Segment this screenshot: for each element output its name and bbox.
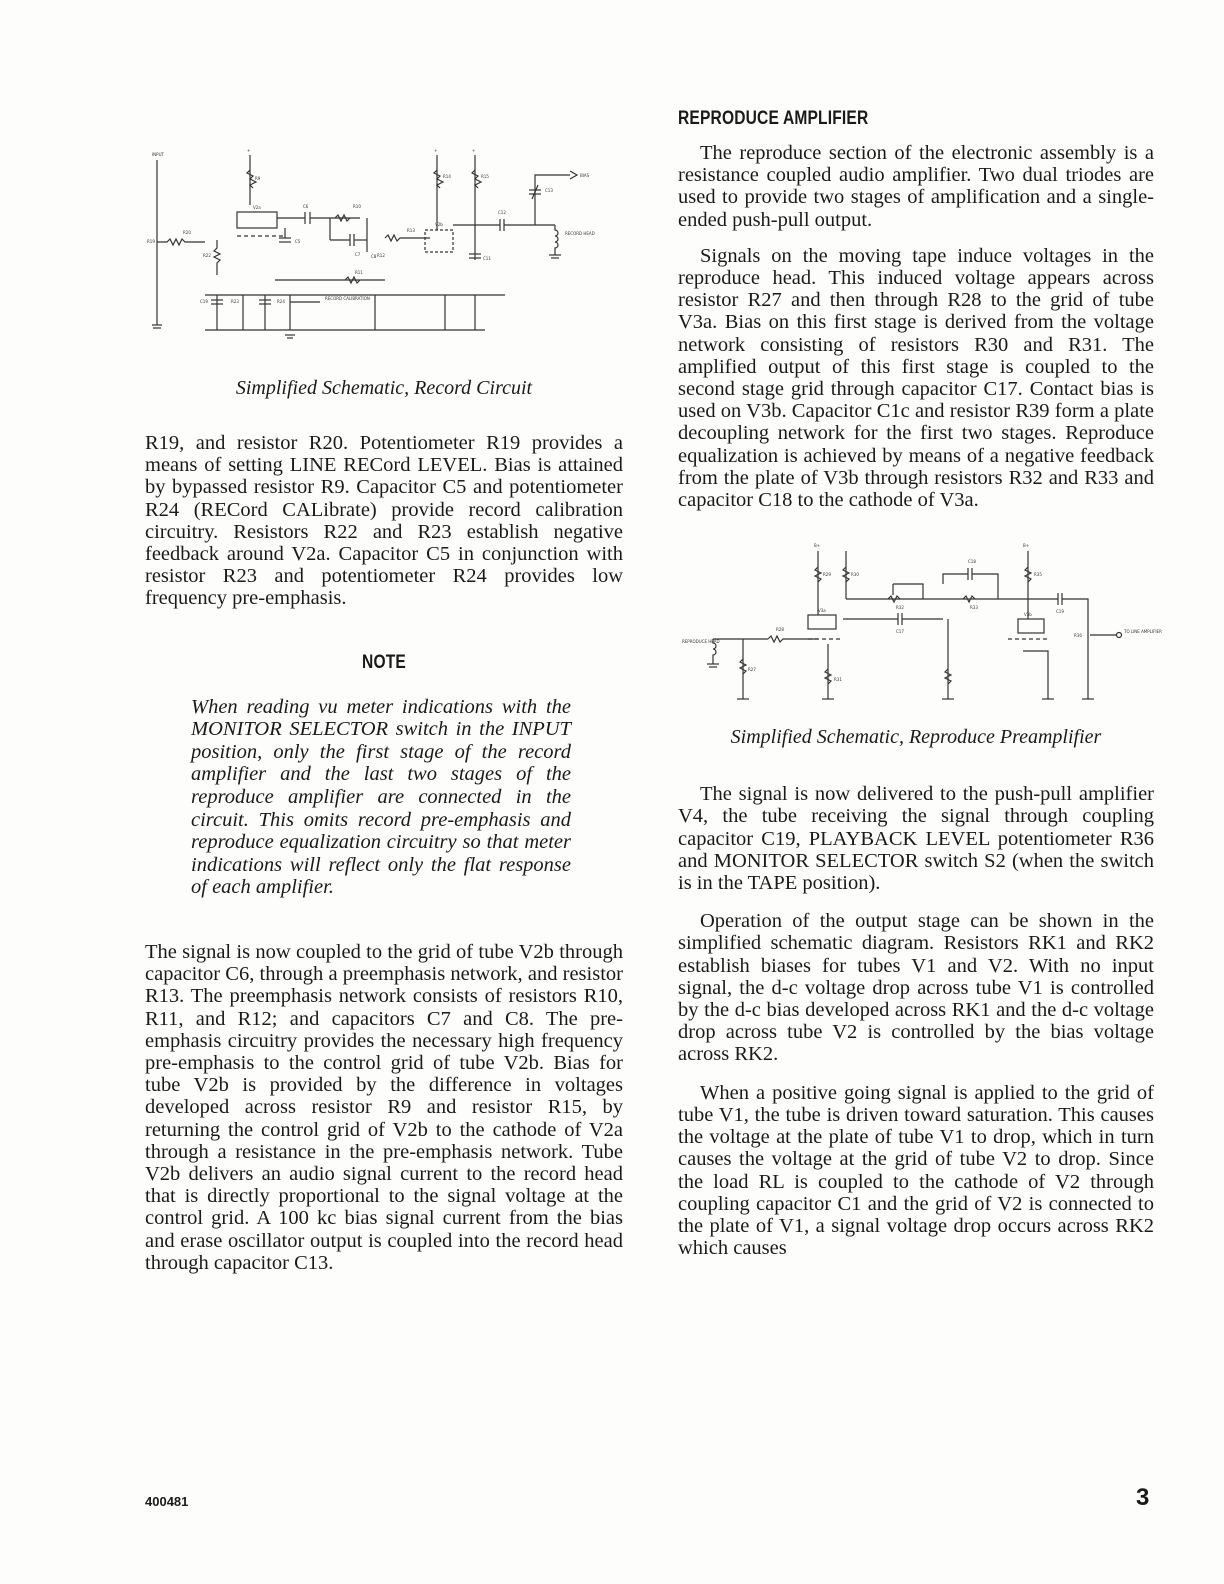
label-input: INPUT xyxy=(152,152,164,157)
right-paragraph-4: Operation of the output stage can be shown in the simplified schematic diagram. Resistors RK1 and RK2 establish biases for tubes V1 and V2. With no input signal, the d-c voltage drop across tube V1 is controlled by the d-c bias developed across RK1 and the d-c voltage drop across tube V2 is controlled by the bias voltage across RK2. xyxy=(678,910,1154,1066)
label-c8: C8 xyxy=(371,254,377,259)
left-column xyxy=(145,130,623,1274)
label-bplus-2: B+ xyxy=(1023,543,1030,549)
label-to-line-amplifier: TO LINE AMPLIFIER xyxy=(1124,629,1162,635)
label-r36: R36 xyxy=(1074,633,1082,639)
label-c12: C12 xyxy=(498,210,506,215)
label-bias: BIAS xyxy=(580,173,590,178)
label-v2a: V2a xyxy=(253,205,261,210)
reproduce-preamplifier-schematic xyxy=(678,539,1162,704)
label-c18: C18 xyxy=(968,559,976,565)
label-r22: R22 xyxy=(203,253,211,258)
label-c19: C19 xyxy=(200,299,208,304)
label-record-calibration: RECORD CALIBRATION xyxy=(325,296,370,301)
label-v2b: V2b xyxy=(435,222,443,227)
right-paragraph-3: The signal is now delivered to the push-pull amplifier V4, the tube receiving the signal through coupling capacitor C19, PLAYBACK LEVEL potentiometer R36 and MONITOR SELECTOR switch S2 (when the switch is in the TAPE position). xyxy=(678,783,1154,895)
label-c13: C13 xyxy=(545,188,553,193)
label-r12: R12 xyxy=(377,253,385,258)
note-body: When reading vu meter indications with the MONITOR SELECTOR switch in the INPUT position, only the first stage of the record amplifier and the last two stages of the reproduce amplifier are connected in the circuit. This omits record pre-emphasis and reproduce equalization circuitry so that meter indications will reflect only the flat response of each amplifier. xyxy=(191,695,571,899)
right-paragraph-5: When a positive going signal is applied to the grid of tube V1, the tube is driven toward saturation. This causes the voltage at the plate of tube V1 to drop, which in turn causes the voltage at the grid of tube V2 to drop. Since the load RL is coupled to the cathode of V2 through coupling capacitor C1 and the grid of V2 is connected to the plate of V1, a signal voltage drop occurs across RK2 which causes xyxy=(678,1081,1154,1260)
label-r11: R11 xyxy=(355,270,363,275)
svg-text:+: + xyxy=(247,148,251,153)
label-r28: R28 xyxy=(776,627,784,633)
label-r32: R32 xyxy=(896,605,904,611)
record-circuit-schematic xyxy=(145,130,623,355)
label-r20: R20 xyxy=(183,230,191,235)
reproduce-preamplifier-caption: Simplified Schematic, Reproduce Preamplifier xyxy=(730,726,1102,749)
label-v3b: V3b xyxy=(1024,612,1032,618)
label-c19r: C19 xyxy=(1056,609,1064,615)
label-r33: R33 xyxy=(970,605,978,611)
record-circuit-caption: Simplified Schematic, Record Circuit xyxy=(235,377,533,399)
left-paragraph-1: R19, and resistor R20. Potentiometer R19 provides a means of setting LINE RECord LEVEL. Bias is attained by bypassed resistor R9. Capacitor C5 and potentiometer R24 (RECord CALibrate) provide record calibration circuitry. Resistors R22 and R23 establish negative feedback around V2a. Capacitor C5 in conjunction with resistor R23 and potentiometer R24 provides low frequency pre-emphasis. xyxy=(145,432,623,610)
page-number: 3 xyxy=(1136,1484,1150,1511)
label-c17: C17 xyxy=(896,629,904,635)
label-v3a: V3a xyxy=(818,608,826,614)
label-r9: R9 xyxy=(255,176,261,181)
label-r23: R23 xyxy=(231,299,239,304)
label-record-head: RECORD HEAD xyxy=(565,231,595,236)
label-bplus-1: B+ xyxy=(814,543,821,549)
document-number: 400481 xyxy=(145,1494,189,1509)
label-r29: R29 xyxy=(823,572,831,578)
right-paragraph-2: Signals on the moving tape induce voltages in the reproduce head. This induced voltage appears across resistor R27 and then through R28 to the grid of tube V3a. Bias on this first stage is derived from the voltage network consisting of resistors R30 and R31. The amplified output of this first stage is coupled to the second stage grid through capacitor C17. Contact bias is used on V3b. Capacitor C1c and resistor R39 form a plate decoupling network for the first two stages. Reproduce equalization is achieved by means of a negative feedback from the plate of V3b through resistors R32 and R33 and capacitor C18 to the cathode of V3a. xyxy=(678,244,1154,512)
left-paragraph-2: The signal is now coupled to the grid of tube V2b through capacitor C6, through a preemphasis network, and resistor R13. The preemphasis network consists of resistors R10, R11, and R12; and capacitors C7 and C8. The pre-emphasis circuitry provides the necessary high frequency pre-emphasis to the control grid of tube V2b. Bias for tube V2b is provided by the difference in voltages developed across resistor R9 and resistor R15, by returning the control grid of V2b to the cathode of V2a through a resistance in the pre-emphasis network. Tube V2b delivers an audio signal current to the record head that is directly proportional to the signal voltage at the control grid. A 100 kc bias signal current from the bias and erase oscillator output is coupled into the record head through capacitor C13. xyxy=(145,940,623,1274)
label-c7: C7 xyxy=(355,252,361,257)
label-c11: C11 xyxy=(483,256,491,261)
label-r15: R15 xyxy=(481,174,489,179)
label-r27: R27 xyxy=(748,667,756,673)
label-r13: R13 xyxy=(407,228,415,233)
label-r10: R10 xyxy=(353,204,361,209)
right-paragraph-1: The reproduce section of the electronic assembly is a resistance coupled audio amplifier. Two dual triodes are used to provide two stages of amplification and a single-ended push-pull output. xyxy=(678,142,1154,231)
label-c6: C6 xyxy=(303,204,309,209)
section-heading-reproduce-amplifier: REPRODUCE AMPLIFIER xyxy=(678,108,869,129)
label-r19: R19 xyxy=(147,239,155,244)
note-heading: NOTE xyxy=(362,651,406,673)
label-r24: R24 xyxy=(277,299,285,304)
label-r14: R14 xyxy=(443,174,451,179)
label-r30: R30 xyxy=(851,572,859,578)
label-r35: R35 xyxy=(1034,572,1042,578)
svg-text:+: + xyxy=(434,148,438,153)
svg-text:+: + xyxy=(472,148,476,153)
label-c5: C5 xyxy=(295,239,301,244)
label-reproduce-head: REPRODUCE HEAD xyxy=(682,639,720,645)
label-r31: R31 xyxy=(834,677,842,683)
right-column xyxy=(678,108,1162,1260)
